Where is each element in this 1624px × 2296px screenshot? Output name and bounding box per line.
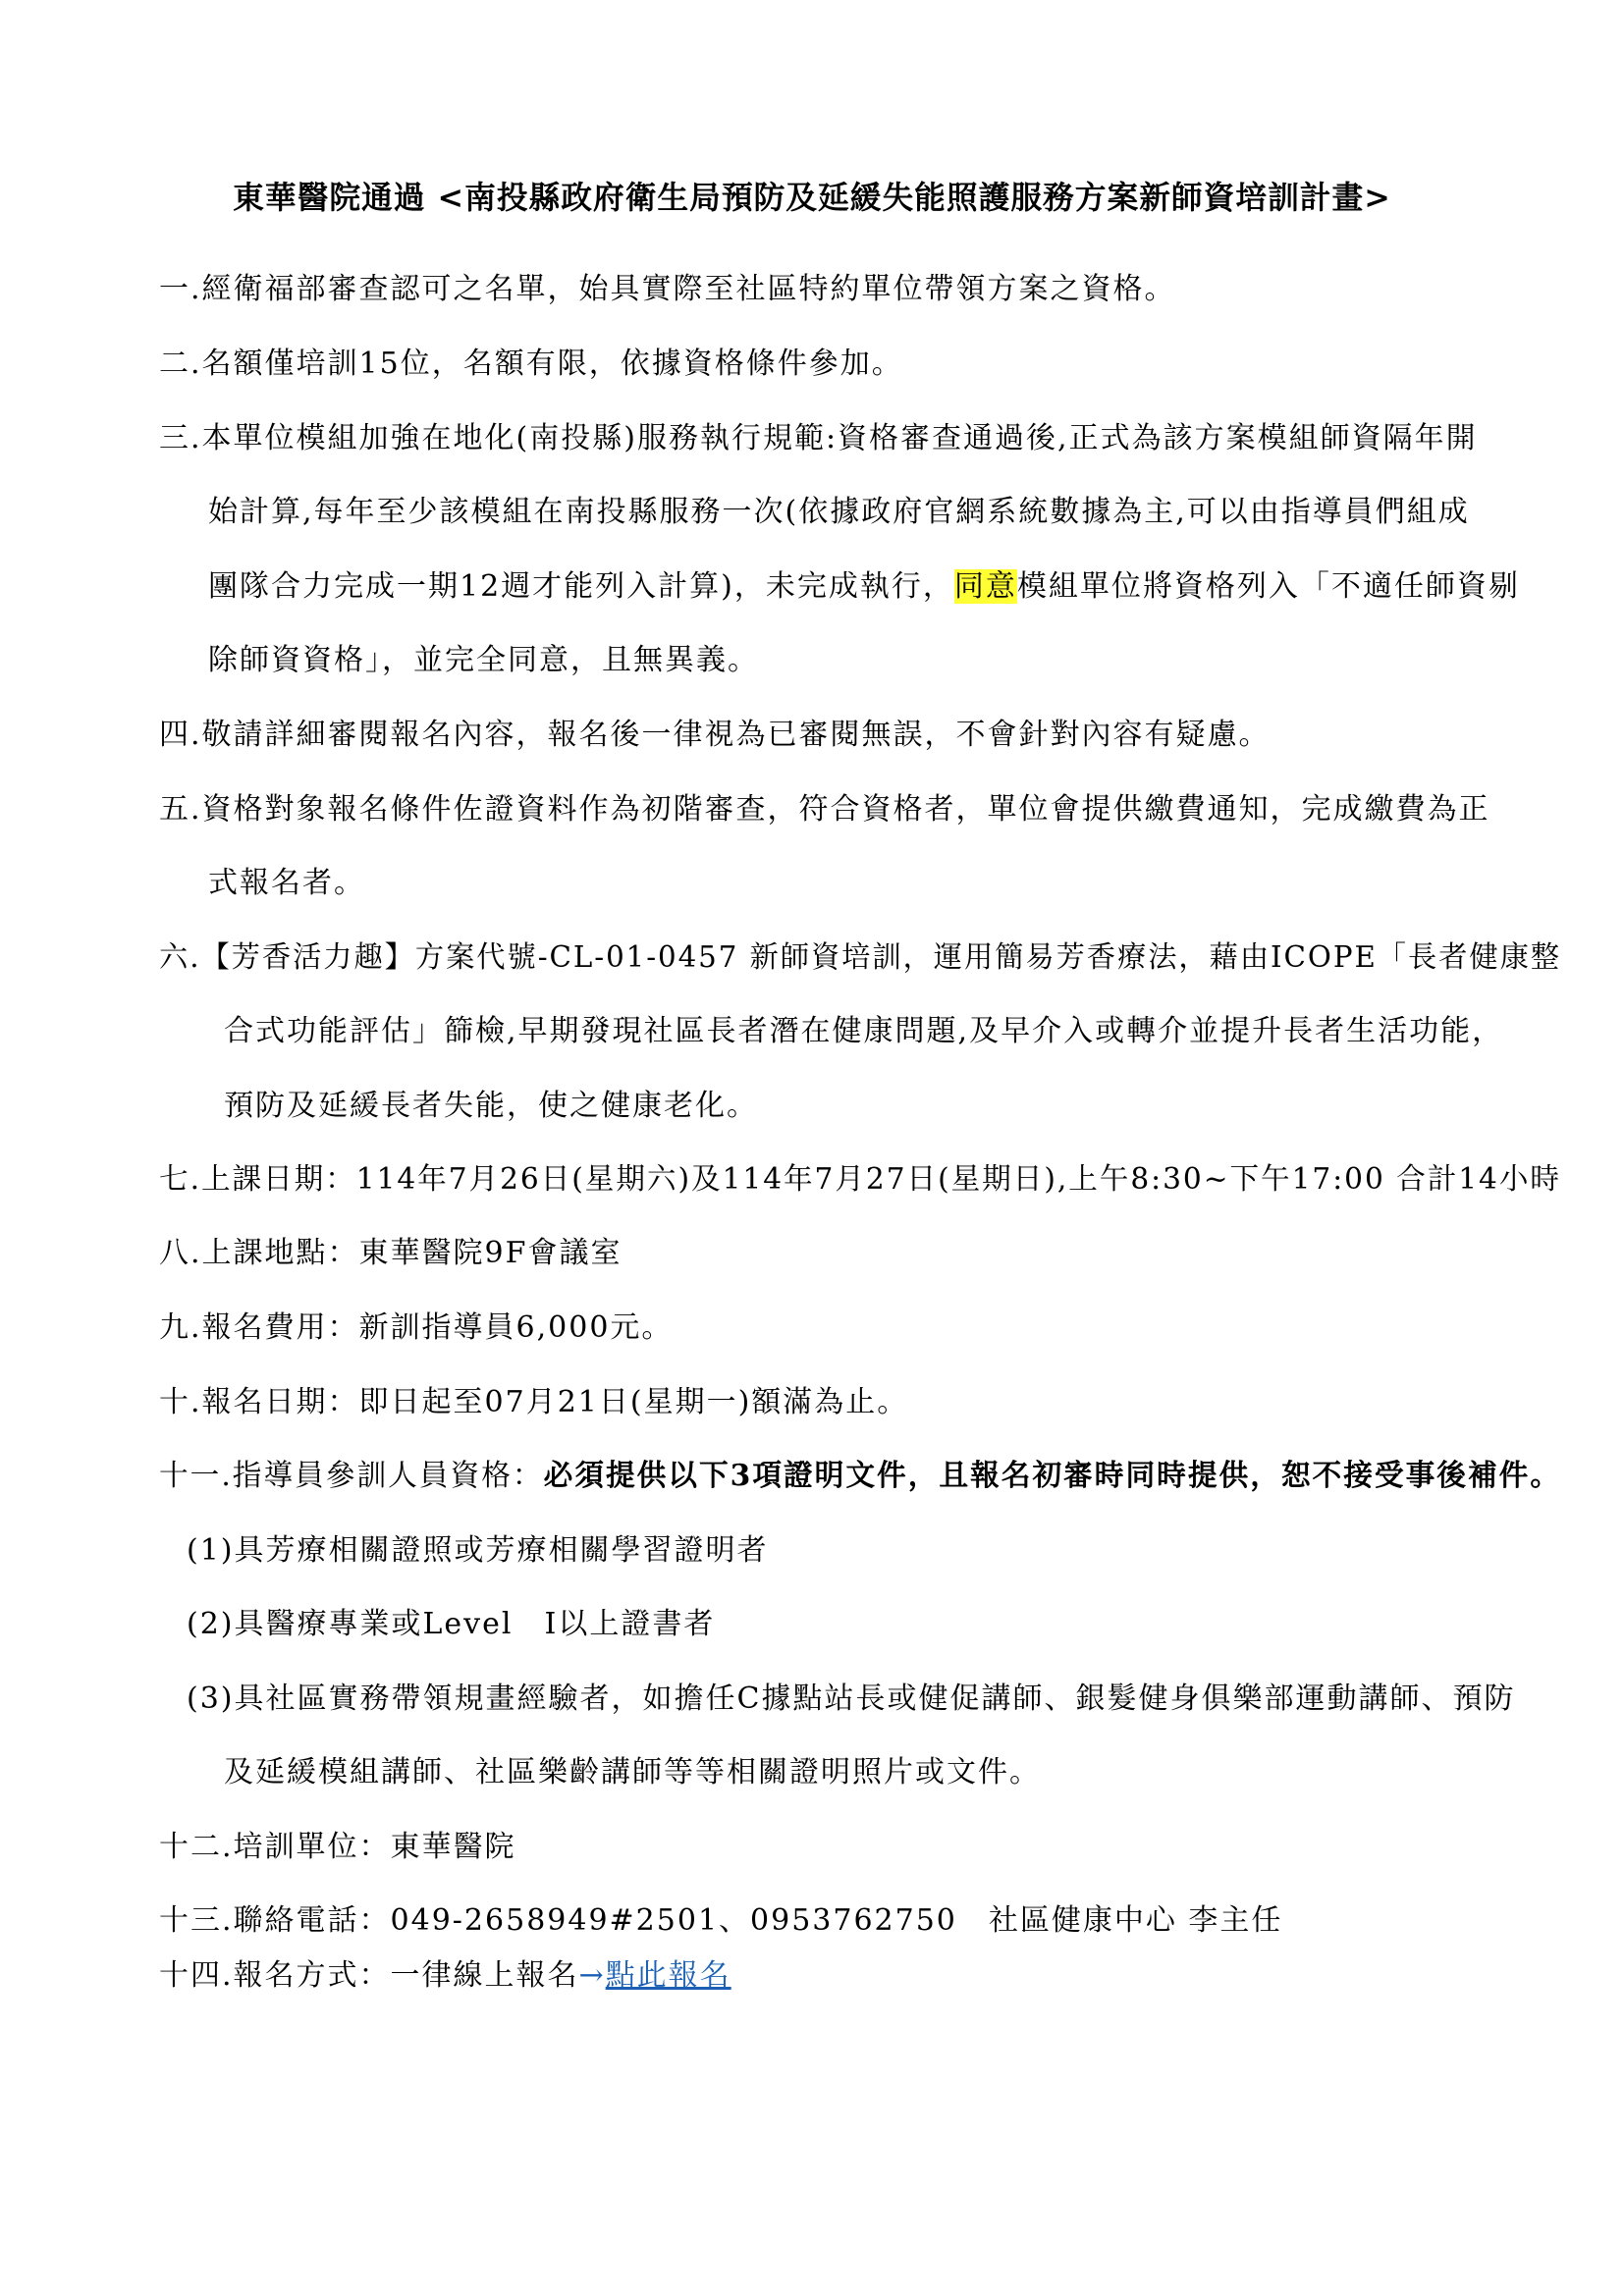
item-1: 一.經衛福部審查認可之名單，始具實際至社區特約單位帶領方案之資格。 [159, 272, 1176, 306]
highlighted-text: 同意 [953, 569, 1017, 604]
item-12: 十二.培訓單位：東華醫院 [159, 1830, 516, 1864]
item-3-text-a: 團隊合力完成一期12週才能列入計算)，未完成執行， [208, 569, 954, 604]
item-3-line-1: 三.本單位模組加強在地化(南投縣)服務執行規範:資格審查通過後,正式為該方案模組師資隔年開 [159, 421, 1478, 455]
item-4: 四.敬請詳細審閱報名內容，報名後一律視為已審閱無誤，不會針對內容有疑慮。 [159, 718, 1271, 752]
item-3-line-4: 除師資資格」，並完全同意，且無異義。 [208, 643, 759, 677]
item-14 [159, 1956, 731, 1996]
item-3-line-2: 始計算,每年至少該模組在南投縣服務一次(依據政府官網系統數據為主,可以由指導員們組成 [208, 495, 1470, 529]
item-13: 十三.聯絡電話：049-2658949#2501、0953762750 社區健康中心 李主任 [159, 1903, 1283, 1938]
document-title: 東華醫院通過 <南投縣政府衛生局預防及延緩失能照護服務方案新師資培訓計畫> [233, 180, 1391, 216]
item-10: 十.報名日期：即日起至07月21日(星期一)額滿為止。 [159, 1385, 909, 1419]
item-3-line-3 [208, 567, 1520, 607]
item-11-sub-3-line-1: (3)具社區實務帶領規畫經驗者，如擔任C據點站長或健促講師、銀髮健身俱樂部運動講師、預防 [187, 1682, 1516, 1716]
item-8: 八.上課地點：東華醫院9F會議室 [159, 1236, 623, 1270]
item-14-label: 十四.報名方式：一律線上報名 [159, 1958, 579, 1993]
item-2: 二.名額僅培訓15位，名額有限，依據資格條件參加。 [159, 347, 903, 381]
item-6-line-2: 合式功能評估」篩檢,早期發現社區長者潛在健康問題,及早介入或轉介並提升長者生活功能， [224, 1014, 1504, 1048]
item-7: 七.上課日期：114年7月26日(星期六)及114年7月27日(星期日),上午8:30~下午17:00 合計14小時 [159, 1162, 1561, 1197]
item-11-sub-3-line-2: 及延緩模組講師、社區樂齡講師等等相關證明照片或文件。 [224, 1755, 1041, 1789]
item-11-sub-2: (2)具醫療專業或Level I以上證書者 [187, 1607, 716, 1641]
register-link[interactable]: 點此報名 [605, 1958, 731, 1993]
arrow-right-icon: → [578, 1958, 606, 1993]
item-11-sub-1: (1)具芳療相關證照或芳療相關學習證明者 [187, 1533, 769, 1568]
item-11 [159, 1457, 1561, 1496]
item-5-line-2: 式報名者。 [208, 866, 365, 900]
item-5-line-1: 五.資格對象報名條件佐證資料作為初階審查，符合資格者，單位會提供繳費通知，完成繳費為正 [159, 792, 1490, 827]
item-6-line-1: 六.【芳香活力趣】方案代號-CL-01-0457 新師資培訓，運用簡易芳香療法，藉由ICOPE「長者健康整 [159, 940, 1561, 975]
item-3-text-b: 模組單位將資格列入「不適任師資剔 [1016, 569, 1520, 604]
item-9: 九.報名費用：新訓指導員6,000元。 [159, 1310, 674, 1345]
item-6-line-3: 預防及延緩長者失能，使之健康老化。 [224, 1089, 758, 1123]
item-11-requirement: 必須提供以下3項證明文件，且報名初審時同時提供，恕不接受事後補件。 [543, 1459, 1561, 1493]
item-11-label: 十一.指導員參訓人員資格： [159, 1459, 544, 1493]
